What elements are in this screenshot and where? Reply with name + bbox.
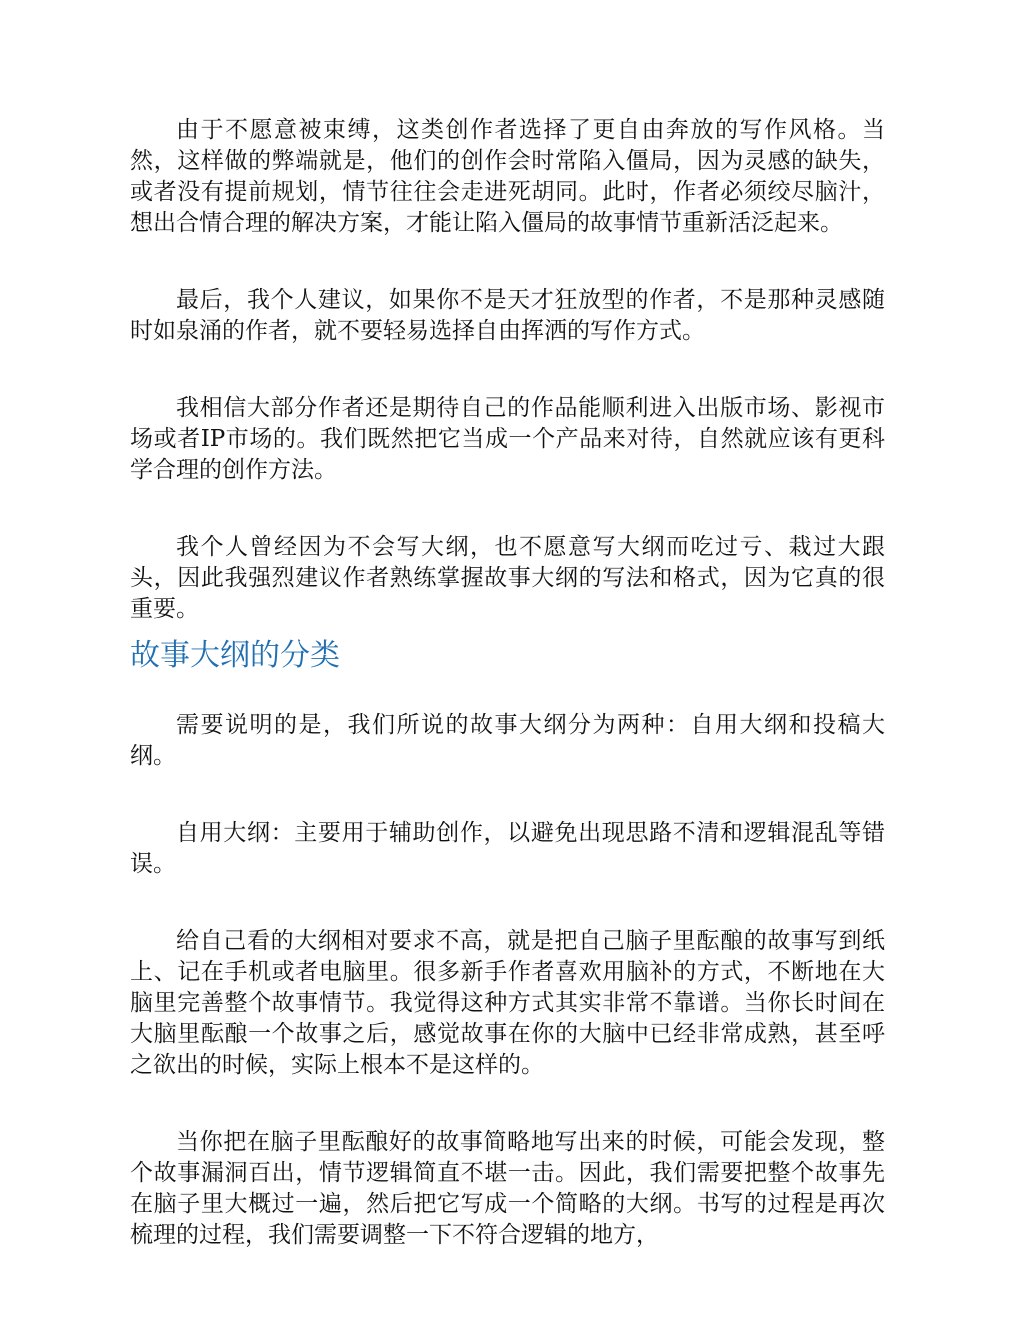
paragraph-writing-process: 当你把在脑子里酝酿好的故事简略地写出来的时候，可能会发现，整个故事漏洞百出，情节逻辑简直不堪一击。因此，我们需要把整个故事先在脑子里大概过一遍，然后把它写成一个简略的大纲。书写的过程是再次梳理的过程，我们需要调整一下不符合逻辑的地方， xyxy=(130,1129,885,1248)
section-heading: 故事大纲的分类 xyxy=(130,638,340,673)
paragraph-recommendation: 最后，我个人建议，如果你不是天才狂放型的作者，不是那种灵感随时如泉涌的作者，就不要轻易选择自由挥洒的写作方式。 xyxy=(130,287,885,344)
document-body-top xyxy=(130,115,885,625)
paragraph-personal-experience: 我个人曾经因为不会写大纲，也不愿意写大纲而吃过亏、栽过大跟头，因此我强烈建议作者熟练掌握故事大纲的写法和格式，因为它真的很重要。 xyxy=(130,534,885,622)
paragraph-free-writing: 由于不愿意被束缚，这类创作者选择了更自由奔放的写作风格。当然，这样做的弊端就是，他们的创作会时常陷入僵局，因为灵感的缺失，或者没有提前规划，情节往往会走进死胡同。此时，作者必须绞尽脑汁，想出合情合理的解决方案，才能让陷入僵局的故事情节重新活泛起来。 xyxy=(130,117,885,236)
document-body-section xyxy=(130,710,885,1251)
term-label: 自用大纲： xyxy=(176,820,295,846)
paragraph-self-outline xyxy=(130,818,885,880)
paragraph-intro: 需要说明的是，我们所说的故事大纲分为两种：自用大纲和投稿大纲。 xyxy=(130,712,885,769)
paragraph-market: 我相信大部分作者还是期待自己的作品能顺利进入出版市场、影视市场或者IP市场的。我们既然把它当成一个产品来对待，自然就应该有更科学合理的创作方法。 xyxy=(130,395,885,483)
paragraph-self-outline-detail: 给自己看的大纲相对要求不高，就是把自己脑子里酝酿的故事写到纸上、记在手机或者电脑里。很多新手作者喜欢用脑补的方式，不断地在大脑里完善整个故事情节。我觉得这种方式其实非常不靠谱。当你长时间在大脑里酝酿一个故事之后，感觉故事在你的大脑中已经非常成熟，甚至呼之欲出的时候，实际上根本不是这样的。 xyxy=(130,928,885,1078)
term-text: 主要用于辅助创作，以避免出现思路不清和逻辑混乱等错误。 xyxy=(130,820,886,877)
